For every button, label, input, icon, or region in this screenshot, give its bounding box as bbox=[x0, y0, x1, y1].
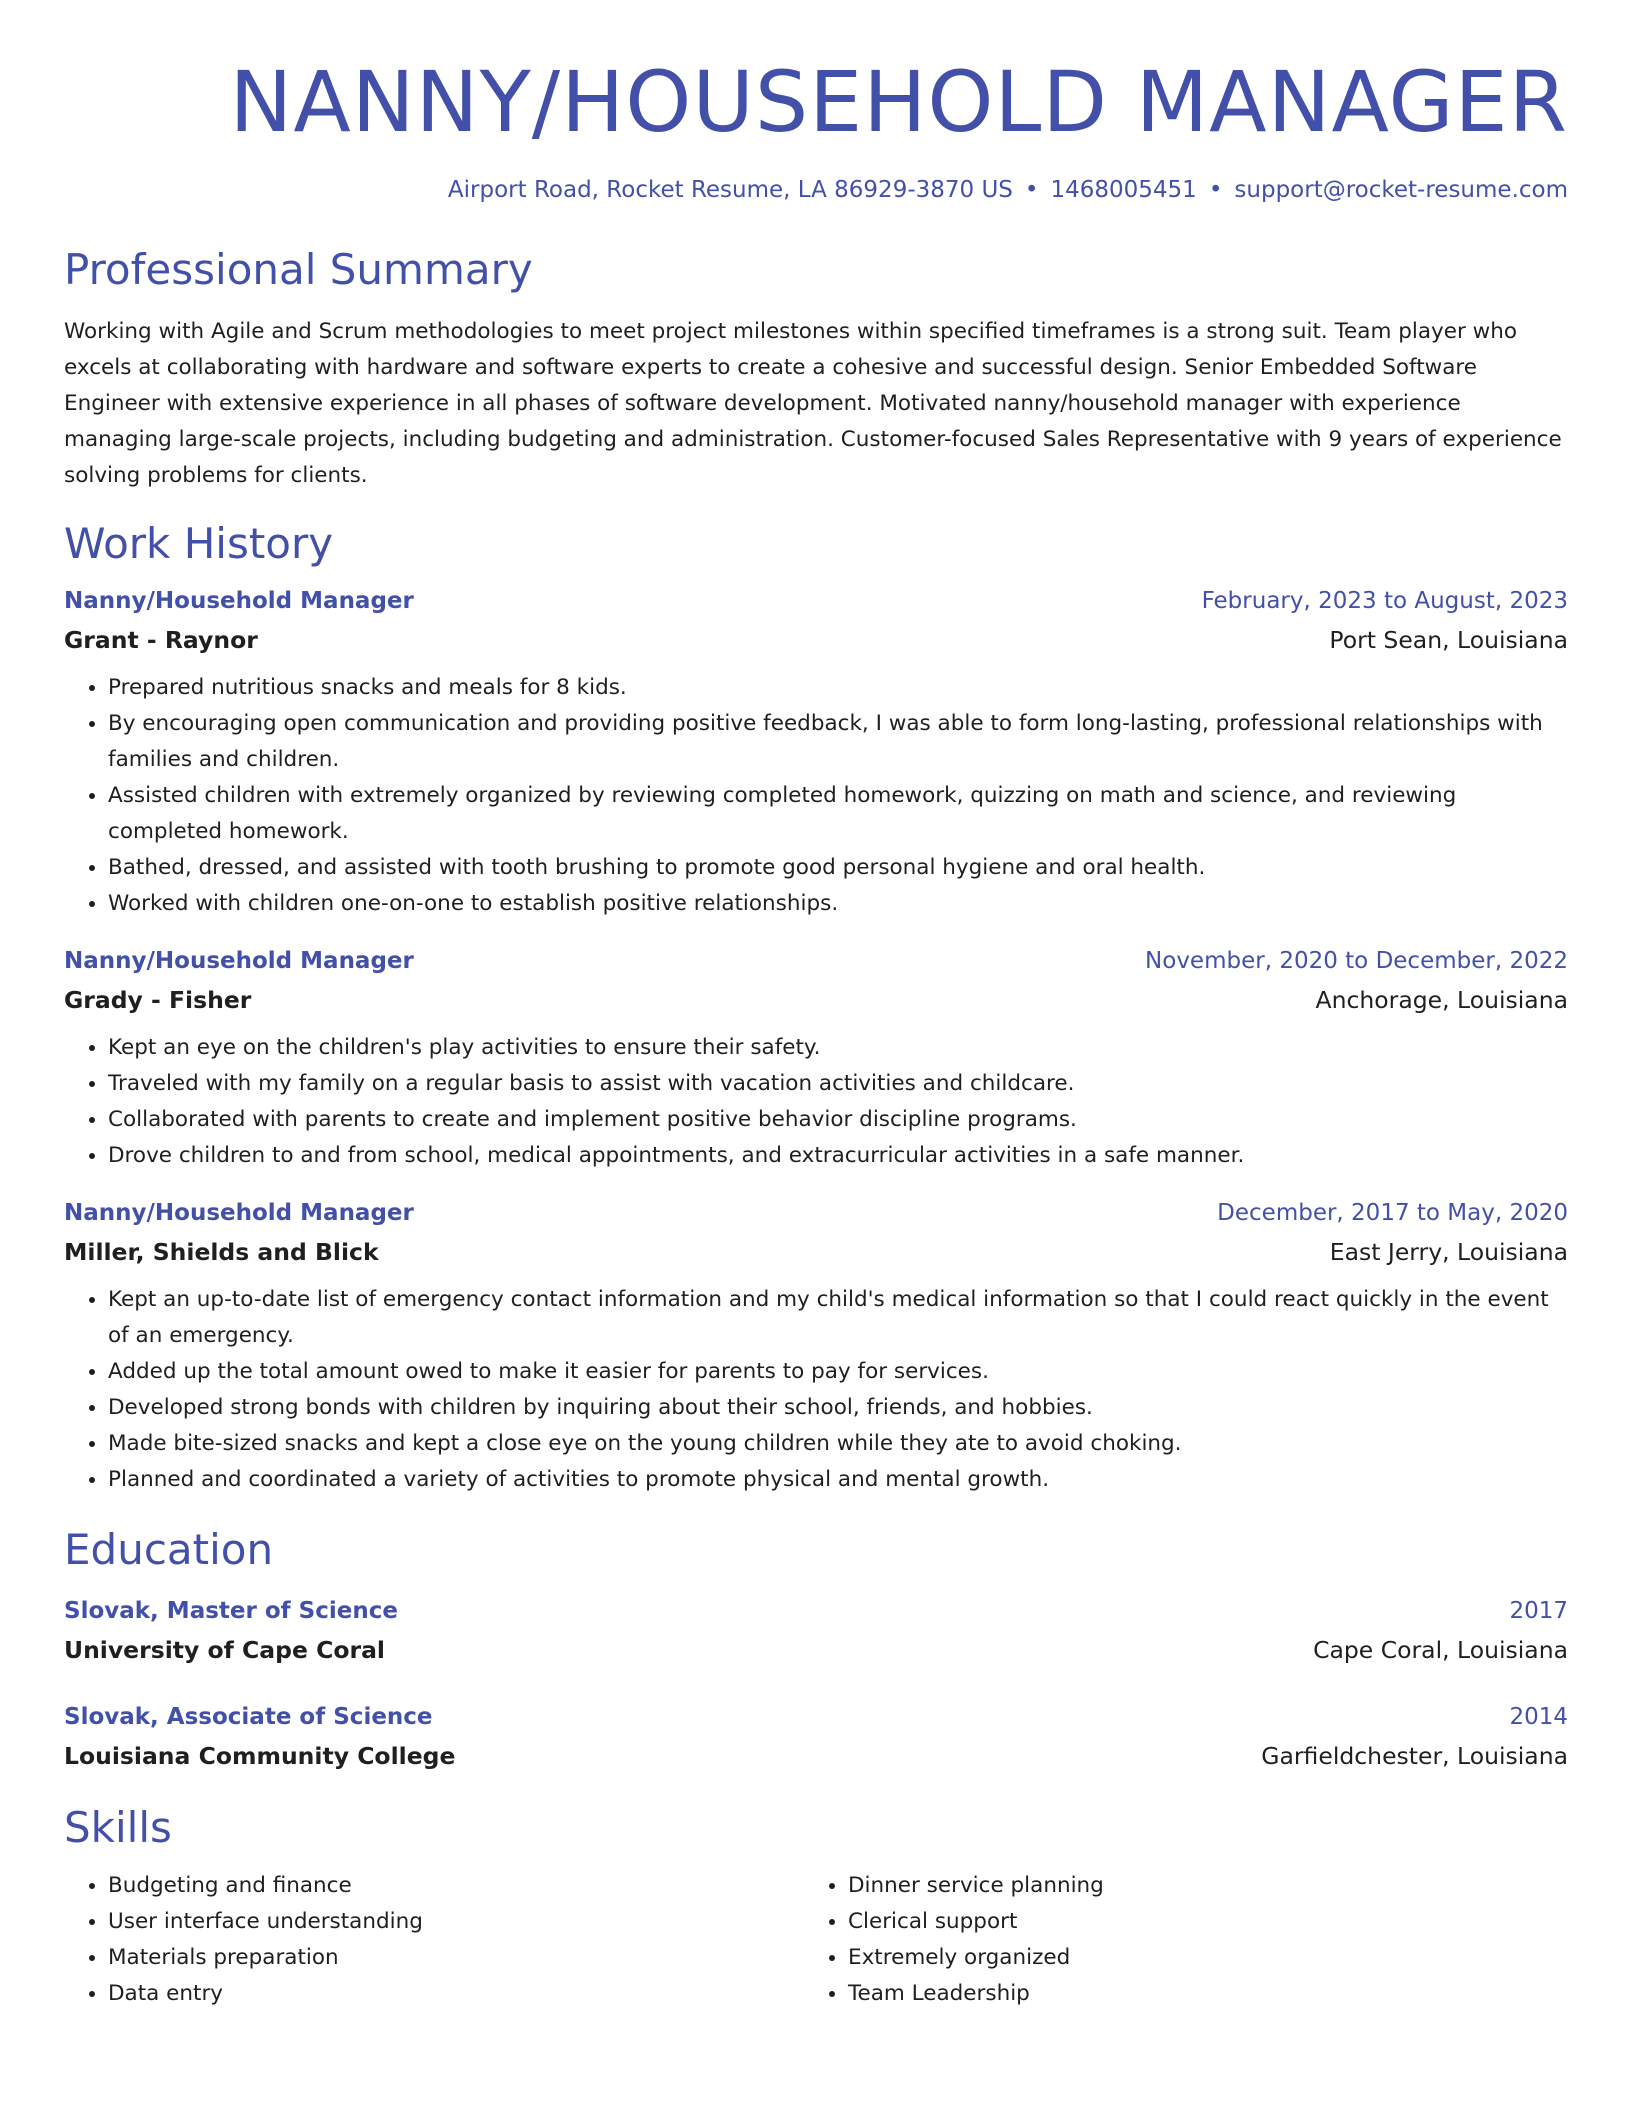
job-company: Grady - Fisher bbox=[64, 986, 252, 1014]
summary-text: Working with Agile and Scrum methodologies to meet project milestones within specified timeframes is a strong suit. Team player who excels at collaborating with hardware and software experts to create a cohesive and successful design. Senior Embedded Software Engineer with extensive experience in all phases of software development. Motivated nanny/household manager with experience managing large-scale projects, including budgeting and administration. Customer-focused Sales Representative with 9 years of experience solving problems for clients. bbox=[64, 319, 1562, 488]
graduation-year: 2014 bbox=[1509, 1704, 1568, 1730]
address: Airport Road, Rocket Resume, LA 86929-3870 US bbox=[447, 177, 1013, 203]
job-role: Nanny/Household Manager bbox=[64, 1200, 414, 1226]
school-location: Garfieldchester, Louisiana bbox=[1261, 1742, 1568, 1770]
skills-list bbox=[64, 1868, 1568, 2012]
bullet-item: • Planned and coordinated a variety of activities to promote physical and mental growth. bbox=[108, 1462, 1568, 1498]
job-entry bbox=[64, 582, 1568, 922]
email-link[interactable]: support@rocket-resume.com bbox=[1234, 177, 1568, 203]
job-company: Miller, Shields and Blick bbox=[64, 1238, 379, 1266]
bullet-item: • Drove children to and from school, medical appointments, and extracurricular activities in a safe manner. bbox=[108, 1138, 1568, 1174]
bullet-item: • Assisted children with extremely organized by reviewing completed homework, quizzing on math and science, and reviewing completed homework. bbox=[108, 778, 1568, 850]
job-dates: November, 2020 to December, 2022 bbox=[1145, 948, 1568, 974]
school-location: Cape Coral, Louisiana bbox=[1313, 1636, 1568, 1664]
section-title-education: Education bbox=[64, 1525, 274, 1574]
job-location: Port Sean, Louisiana bbox=[1329, 626, 1568, 654]
bullet-item: • By encouraging open communication and providing positive feedback, I was able to form long-lasting, professional relationships with families and children. bbox=[108, 706, 1568, 778]
job-entry bbox=[64, 1194, 1568, 1498]
candidate-name: NANNY/HOUSEHOLD MANAGER bbox=[229, 53, 1568, 151]
resume-header bbox=[64, 0, 1568, 206]
skill-item: • Clerical support bbox=[848, 1904, 1544, 1940]
job-entry bbox=[64, 942, 1568, 1174]
job-location: Anchorage, Louisiana bbox=[1315, 986, 1568, 1014]
section-title-skills: Skills bbox=[64, 1803, 172, 1852]
bullet-item: • Traveled with my family on a regular basis to assist with vacation activities and childcare. bbox=[108, 1066, 1568, 1102]
job-bullets bbox=[64, 1030, 1568, 1174]
bullet-item: • Bathed, dressed, and assisted with tooth brushing to promote good personal hygiene and oral health. bbox=[108, 850, 1568, 886]
job-role: Nanny/Household Manager bbox=[64, 588, 414, 614]
job-dates: December, 2017 to May, 2020 bbox=[1217, 1200, 1568, 1226]
section-title-summary: Professional Summary bbox=[64, 245, 533, 294]
skill-item: • Extremely organized bbox=[848, 1940, 1544, 1976]
bullet-item: • Worked with children one-on-one to establish positive relationships. bbox=[108, 886, 1568, 922]
skills-column-left bbox=[64, 1868, 804, 2012]
job-bullets bbox=[64, 670, 1568, 922]
bullet-item: • Developed strong bonds with children by inquiring about their school, friends, and hobbies. bbox=[108, 1390, 1568, 1426]
job-bullets bbox=[64, 1282, 1568, 1498]
skill-item: • Data entry bbox=[108, 1976, 804, 2012]
job-company: Grant - Raynor bbox=[64, 626, 258, 654]
separator-dot: • bbox=[1024, 177, 1039, 203]
bullet-item: • Made bite-sized snacks and kept a close eye on the young children while they ate to avoid choking. bbox=[108, 1426, 1568, 1462]
job-location: East Jerry, Louisiana bbox=[1329, 1238, 1568, 1266]
degree: Slovak, Master of Science bbox=[64, 1598, 398, 1624]
graduation-year: 2017 bbox=[1509, 1598, 1568, 1624]
bullet-item: • Kept an eye on the children's play activities to ensure their safety. bbox=[108, 1030, 1568, 1066]
skills-column-right bbox=[804, 1868, 1544, 2012]
bullet-item: • Added up the total amount owed to make it easier for parents to pay for services. bbox=[108, 1354, 1568, 1390]
education-entry bbox=[64, 1698, 1568, 1776]
school-name: Louisiana Community College bbox=[64, 1742, 456, 1770]
degree: Slovak, Associate of Science bbox=[64, 1704, 433, 1730]
education-entry bbox=[64, 1592, 1568, 1670]
skill-item: • Dinner service planning bbox=[848, 1868, 1544, 1904]
phone: 1468005451 bbox=[1050, 177, 1197, 203]
school-name: University of Cape Coral bbox=[64, 1636, 385, 1664]
skill-item: • Team Leadership bbox=[848, 1976, 1544, 2012]
bullet-item: • Kept an up-to-date list of emergency contact information and my child's medical information so that I could react quickly in the event of an emergency. bbox=[108, 1282, 1568, 1354]
job-dates: February, 2023 to August, 2023 bbox=[1201, 588, 1568, 614]
job-role: Nanny/Household Manager bbox=[64, 948, 414, 974]
skill-item: • Budgeting and finance bbox=[108, 1868, 804, 1904]
section-title-work-history: Work History bbox=[64, 519, 334, 568]
skill-item: • User interface understanding bbox=[108, 1904, 804, 1940]
bullet-item: • Collaborated with parents to create and implement positive behavior discipline programs. bbox=[108, 1102, 1568, 1138]
skill-item: • Materials preparation bbox=[108, 1940, 804, 1976]
bullet-item: • Prepared nutritious snacks and meals for 8 kids. bbox=[108, 670, 1568, 706]
contact-line bbox=[64, 174, 1568, 206]
separator-dot: • bbox=[1208, 177, 1223, 203]
